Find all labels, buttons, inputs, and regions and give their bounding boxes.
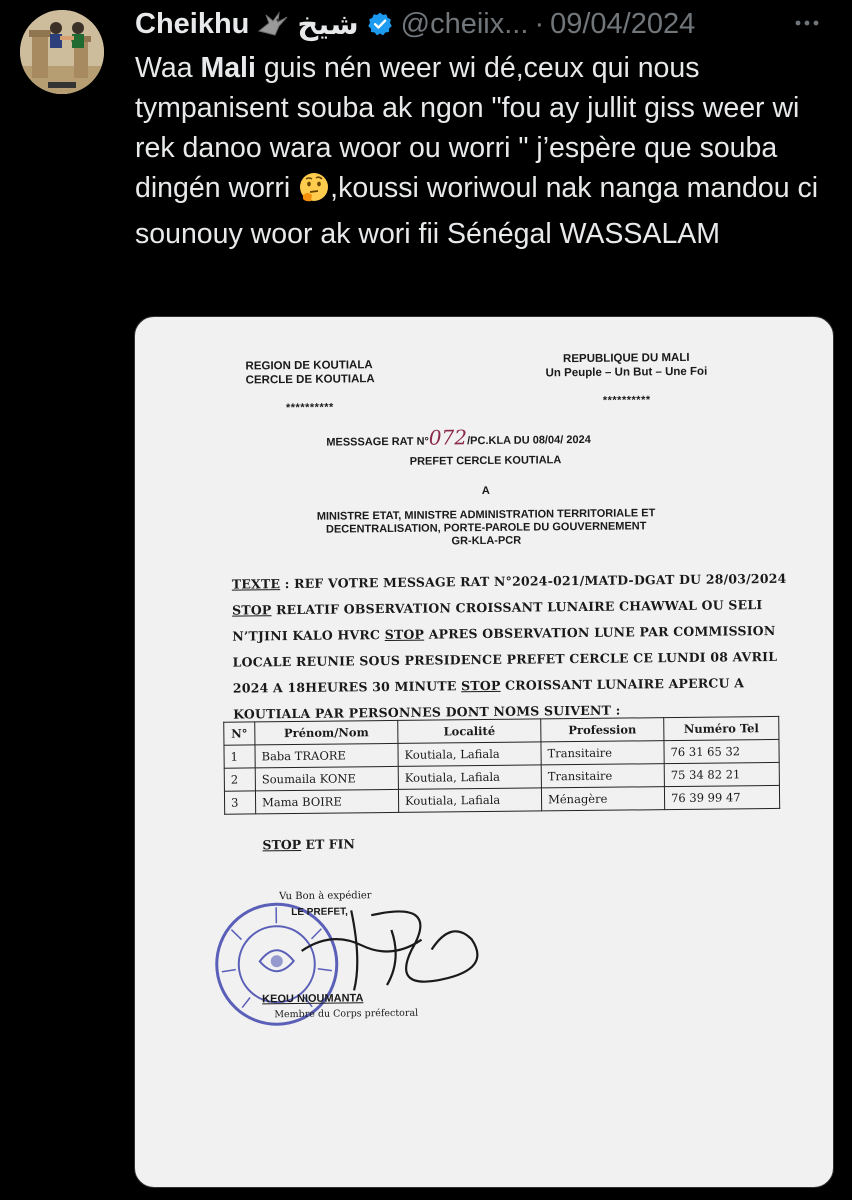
stop-word: STOP — [461, 677, 501, 694]
tweet-text-bold[interactable]: Mali — [200, 52, 256, 84]
column-header: Prénom/Nom — [255, 720, 398, 744]
avatar[interactable] — [20, 10, 104, 94]
signer-title: Membre du Corps préfectoral — [274, 1007, 419, 1021]
arabic-name: شيخ — [297, 8, 359, 41]
republic-line: REPUBLIQUE DU MALI — [562, 351, 690, 366]
body-part: CROISSANT LUNAIRE APERCU A KOUTIALA PAR PERSONNES DONT NOMS SUIVENT : — [233, 675, 745, 722]
table-cell: Soumaila KONE — [255, 766, 398, 790]
table-cell: Baba TRAORE — [255, 743, 398, 767]
table-cell: Koutiala, Lafiala — [398, 788, 541, 812]
display-name[interactable]: Cheikhu — [135, 7, 250, 40]
column-header: Profession — [541, 718, 664, 742]
tweet-header — [135, 4, 835, 44]
cercle-line: CERCLE DE KOUTIALA — [245, 373, 375, 387]
signer-name: KEOU NIOUMANTA — [262, 992, 364, 1006]
ministry-code: GR-KLA-PCR — [451, 534, 522, 548]
from-line: PREFET CERCLE KOUTIALA — [409, 454, 562, 468]
avatar-image — [20, 10, 104, 94]
tweet-text-part: ,koussi woriwoul nak nanga mandou ci sounouy woor ak wori fii Sénégal WASSALAM — [135, 172, 819, 250]
approval-note: Vu Bon à expédier — [279, 890, 372, 903]
closing-line — [262, 836, 354, 852]
tweet-text-part: Waa — [135, 52, 201, 84]
tweet-media-image[interactable] — [134, 316, 834, 1188]
table-cell: Koutiala, Lafiala — [398, 765, 541, 789]
table-cell: 3 — [224, 791, 255, 814]
separator-dot: · — [534, 7, 545, 40]
table-cell: Transitaire — [541, 741, 664, 765]
stars-divider: ********** — [285, 401, 334, 415]
message-prefix: MESSSAGE RAT N° — [326, 435, 429, 449]
column-header: N° — [224, 722, 255, 745]
table-cell: 1 — [224, 745, 255, 768]
table-cell: 75 34 82 21 — [664, 762, 779, 786]
texte-label: TEXTE — [231, 576, 281, 592]
column-header: Numéro Tel — [664, 716, 779, 740]
stars-divider: ********** — [602, 394, 651, 407]
tweet-date[interactable]: 09/04/2024 — [550, 7, 696, 40]
tweet-text — [135, 48, 835, 254]
message-suffix: /PC.KLA DU 08/04/ 2024 — [467, 433, 591, 448]
region-line: REGION DE KOUTIALA — [245, 359, 373, 373]
motto-line: Un Peuple – Un But – Une Foi — [545, 365, 708, 380]
message-reference — [326, 424, 591, 451]
more-button[interactable] — [792, 8, 822, 43]
official-document — [135, 316, 834, 1188]
verified-badge-icon — [367, 11, 393, 37]
table-cell: Ménagère — [541, 787, 664, 811]
stop-word: STOP — [384, 626, 425, 643]
observers-table — [223, 716, 780, 815]
stop-word: STOP — [262, 836, 302, 853]
to-letter: A — [481, 484, 490, 498]
republic-block — [545, 351, 707, 409]
table-cell: 76 39 99 47 — [664, 785, 779, 809]
message-number: 072 — [428, 425, 468, 450]
closing-text: ET FIN — [301, 836, 355, 852]
table-cell: 76 31 65 32 — [664, 739, 779, 763]
table-cell: Transitaire — [541, 764, 664, 788]
more-icon — [792, 8, 822, 38]
body-part: APRES OBSERVATION LUNE PAR COMMISSION LOCALE REUNIE SOUS PRESIDENCE PREFET CERCLE CE LUNDI 08 AVRIL 2024 A 18HEURES 30 MINUTE — [232, 622, 778, 696]
body-part: : REF VOTRE MESSAGE RAT N°2024-021/MATD-DGAT DU 28/03/2024 — [280, 570, 787, 592]
thinking-face-icon — [298, 171, 330, 214]
message-body — [232, 566, 794, 728]
table-cell: 2 — [224, 768, 255, 791]
user-handle[interactable]: @cheiix... — [400, 7, 529, 40]
stop-word: STOP — [231, 602, 272, 618]
eagle-icon — [257, 11, 289, 37]
ministry-line: DECENTRALISATION, PORTE-PAROLE DU GOUVERNEMENT — [325, 520, 647, 536]
table-cell: Koutiala, Lafiala — [398, 742, 541, 766]
region-block — [245, 358, 375, 415]
ministry-line: MINISTRE ETAT, MINISTRE ADMINISTRATION TERRITORIALE ET — [316, 507, 656, 523]
prefet-title: LE PREFET, — [291, 906, 348, 919]
table-cell: Mama BOIRE — [255, 789, 398, 813]
body-part: RELATIF OBSERVATION CROISSANT LUNAIRE CHAWWAL OU SELI N’TJINI KALO HVRC — [232, 597, 763, 644]
column-header: Localité — [398, 719, 541, 743]
tweet-text-part: guis nén weer wi dé,ceux qui nous tympanisent souba ak ngon "fou ay jullit giss weer wi rek danoo wara woor ou worri " j’espère que souba dingén worri — [135, 52, 800, 204]
table-row — [224, 785, 779, 814]
